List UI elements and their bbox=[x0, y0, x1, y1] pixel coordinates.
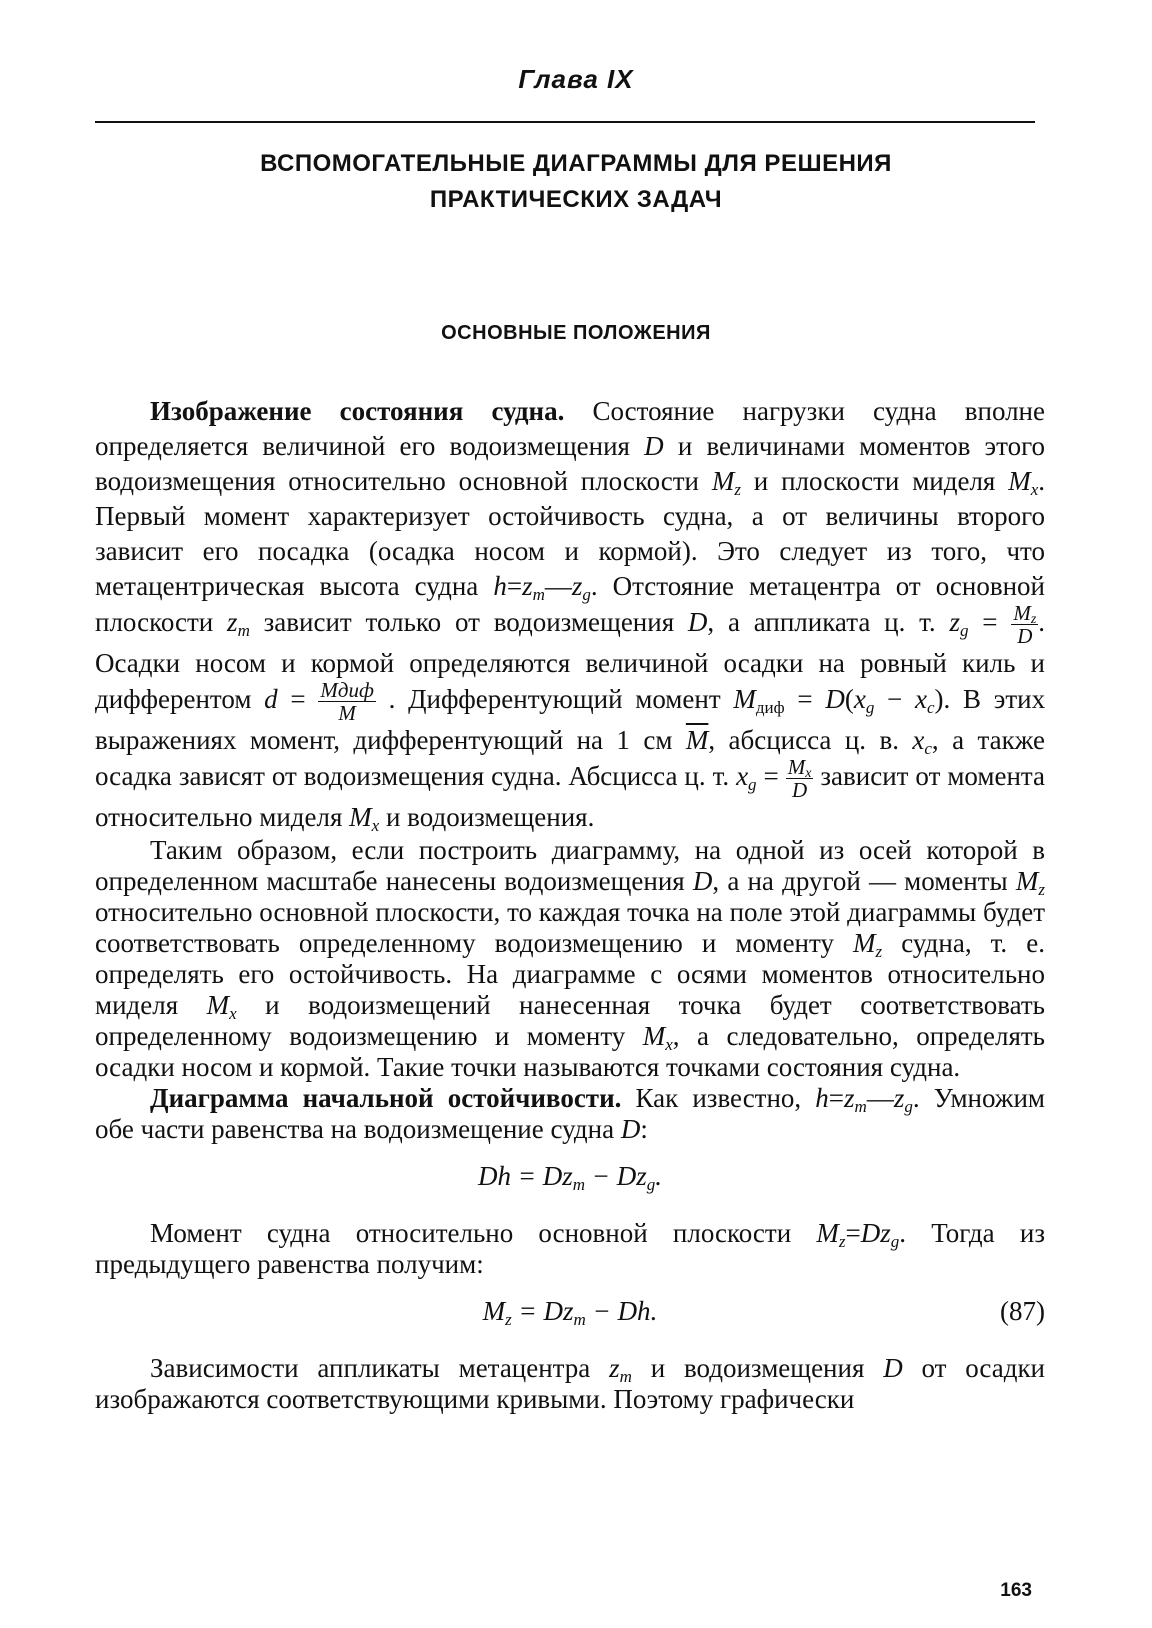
body-text bbox=[95, 394, 1045, 1415]
paragraph-4: Момент судна относительно основной плоскости $M_z=Dz_g$. Тогда из предыдущего равенства получим: bbox=[95, 1218, 1045, 1279]
paragraph-3-heading: Диаграмма начальной остойчивости. bbox=[150, 1083, 622, 1113]
chapter-title-line1: ВСПОМОГАТЕЛЬНЫЕ ДИАГРАММЫ ДЛЯ РЕШЕНИЯ bbox=[260, 150, 892, 177]
paragraph-1: Изображение состояния судна. Состояние нагрузки судна вполне определяется величиной его водоизмещения D и величинами моментов этого водоизмещения относительно основной плоскости $M_z$ и плоскости миделя $M_x$. Первый момент характеризует остойчивость судна, а от величины второго зависит его посадка (осадка носом и кормой). Это следует из того, что метацентрическая высота судна $h=z_m—z_g$. Отстояние метацентра от основной плоскости $z_m$ зависит только от водоизмещения D, а аппликата ц. т. $z_g$ = $\frac{M_z}{D}$ . Осадки носом и кормой определяются величиной осадки на ровный киль и дифферентом d = $\frac{\text{Mдиф}}{M}$ . Дифферентующий момент $M_{диф} = D(x_g - x_c)$. В этих выражениях момент, дифферентующий на 1 см $\overline{M}$, абсцисса ц. в. $x_c$, а также осадка зависят от водоизмещения судна. Абсцисса ц. т. $x_g$ = $\frac{M_x}{D}$ зависит от момента относительно миделя $M_x$ и водоизмещения. bbox=[95, 396, 1046, 835]
header-rule bbox=[95, 121, 1035, 123]
chapter-title bbox=[0, 146, 1152, 218]
page-number: 163 bbox=[1000, 1580, 1032, 1601]
fraction-zg: $\frac{M_z}{D}$ bbox=[1013, 601, 1037, 648]
section-heading: ОСНОВНЫЕ ПОЛОЖЕНИЯ bbox=[441, 322, 711, 344]
paragraph-1-heading: Изображение состояния судна. bbox=[150, 396, 565, 426]
fraction-trim: $\frac{\text{Mдиф}}{M}$ bbox=[320, 678, 374, 725]
chapter-title-line2: ПРАКТИЧЕСКИХ ЗАДАЧ bbox=[429, 186, 723, 213]
paragraph-2: Таким образом, если построить диаграмму, на одной из осей которой в определенном масштабе нанесены водоизмещения D, а на другой — моменты $M_z$ относительно основной плоскости, то каждая точка на поле этой диаграммы будет соответствовать определенному водоизмещению и моменту $M_z$ судна, т. е. определять его остойчивость. На диаграмме с осями моментов относительно миделя $M_x$ и водоизмещений нанесенная точка будет соответствовать определенному водоизмещению и моменту $M_x$, а следовательно, определять осадки носом и кормой. Такие точки называются точками состояния судна. bbox=[95, 835, 1045, 1082]
fraction-xg: $\frac{M_x}{D}$ bbox=[787, 755, 812, 802]
equation-dh: $Dh = Dz_m - Dz_g$. bbox=[477, 1161, 663, 1194]
chapter-heading: Глава IX bbox=[518, 64, 634, 94]
equation-87: $M_z = Dz_m - Dh$. (87) bbox=[482, 1296, 1045, 1329]
paragraph-3: Диаграмма начальной остойчивости. Как известно, $h=z_m—z_g$. Умножим обе части равенства на водоизмещение судна D: bbox=[95, 1083, 1045, 1144]
equation-number: (87) bbox=[1000, 1296, 1045, 1326]
paragraph-5: Зависимости аппликаты метацентра $z_m$ и водоизмещения D от осадки изображаются соответствующими кривыми. Поэтому графически bbox=[95, 1353, 1046, 1414]
